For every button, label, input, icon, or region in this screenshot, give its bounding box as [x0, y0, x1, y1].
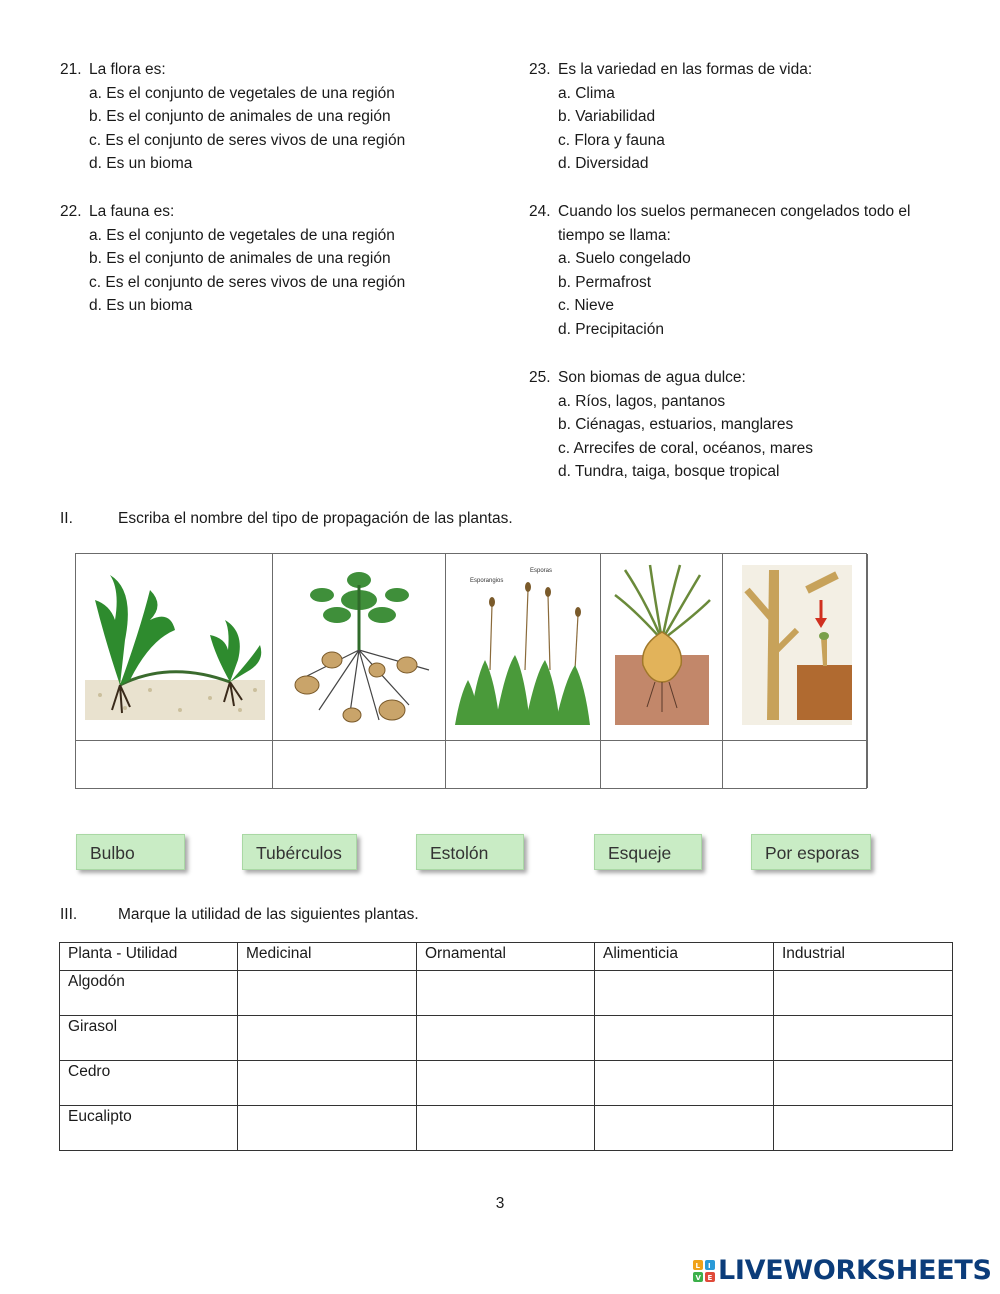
page-number: 3	[495, 1195, 505, 1212]
section-title: Marque la utilidad de las siguientes plantas.	[118, 906, 419, 923]
option[interactable]: b. Es el conjunto de animales de una región	[89, 108, 391, 126]
image-cell	[76, 554, 273, 788]
svg-text:I: I	[708, 1261, 711, 1270]
moss-label-spores: Esporas	[530, 568, 553, 574]
question-22	[60, 200, 490, 318]
word-chip-esqueje[interactable]: Esqueje	[594, 834, 702, 870]
section-title: Escriba el nombre del tipo de propagación de las plantas.	[118, 510, 513, 527]
checkbox-cell[interactable]	[238, 1061, 417, 1106]
answer-box[interactable]	[446, 742, 600, 788]
plant-name-cell: Eucalipto	[60, 1106, 238, 1151]
checkbox-cell[interactable]	[417, 971, 595, 1016]
potato-tubers-icon	[277, 560, 442, 730]
option[interactable]: a. Es el conjunto de vegetales de una región	[89, 226, 395, 244]
table-header-row	[60, 943, 953, 971]
word-chip-tuberculos[interactable]: Tubérculos	[242, 834, 357, 870]
word-chip-estolon[interactable]: Estolón	[416, 834, 524, 870]
onion-bulb-icon	[605, 560, 719, 730]
cutting-branch-icon	[727, 560, 864, 730]
option[interactable]: c. Es el conjunto de seres vivos de una región	[89, 131, 406, 149]
answer-box[interactable]	[601, 742, 722, 788]
word-chip-por-esporas[interactable]: Por esporas	[751, 834, 871, 870]
question-stem: Son biomas de agua dulce:	[558, 369, 746, 386]
plant-name-cell: Algodón	[60, 971, 238, 1016]
header-cell: Ornamental	[417, 943, 595, 971]
option[interactable]: b. Ciénagas, estuarios, manglares	[558, 416, 794, 434]
question-stem: La flora es:	[89, 61, 166, 78]
section-number: II.	[60, 510, 73, 527]
answer-box[interactable]	[723, 742, 867, 788]
checkbox-cell[interactable]	[595, 1106, 774, 1151]
option[interactable]: b. Variabilidad	[558, 108, 656, 126]
option[interactable]: a. Es el conjunto de vegetales de una región	[89, 84, 395, 102]
table-row	[60, 971, 953, 1016]
header-cell: Alimenticia	[595, 943, 774, 971]
propagation-image-table	[75, 553, 867, 789]
checkbox-cell[interactable]	[238, 1106, 417, 1151]
checkbox-cell[interactable]	[595, 1061, 774, 1106]
checkbox-cell[interactable]	[595, 971, 774, 1016]
option[interactable]: b. Permafrost	[558, 273, 652, 291]
question-number: 24.	[529, 203, 551, 220]
checkbox-cell[interactable]	[774, 1106, 953, 1151]
checkbox-cell[interactable]	[238, 1016, 417, 1061]
liveworksheets-logo-icon	[693, 1260, 715, 1282]
question-number: 22.	[60, 203, 82, 220]
table-divider	[76, 740, 866, 741]
section-number: III.	[60, 906, 78, 923]
option[interactable]: d. Tundra, taiga, bosque tropical	[558, 463, 780, 481]
svg-text:E: E	[707, 1273, 713, 1282]
plant-name-cell: Cedro	[60, 1061, 238, 1106]
table-row	[60, 1016, 953, 1061]
word-chip-bulbo[interactable]: Bulbo	[76, 834, 185, 870]
checkbox-cell[interactable]	[774, 1061, 953, 1106]
image-cell	[723, 554, 868, 788]
question-number: 25.	[529, 369, 551, 386]
table-row	[60, 1106, 953, 1151]
checkbox-cell[interactable]	[417, 1061, 595, 1106]
header-cell: Industrial	[774, 943, 953, 971]
plant-utility-table	[59, 942, 953, 1151]
question-stem: Cuando los suelos permanecen congelados todo el tiempo se llama:	[558, 203, 911, 244]
question-number: 21.	[60, 61, 82, 78]
answer-box[interactable]	[76, 742, 272, 788]
image-cell	[601, 554, 723, 788]
checkbox-cell[interactable]	[595, 1016, 774, 1061]
header-cell: Medicinal	[238, 943, 417, 971]
checkbox-cell[interactable]	[238, 971, 417, 1016]
option[interactable]: c. Arrecifes de coral, océanos, mares	[558, 439, 814, 457]
question-21	[60, 58, 490, 176]
moss-label-sporangia: Esporangios	[470, 578, 504, 584]
option[interactable]: d. Es un bioma	[89, 297, 193, 315]
checkbox-cell[interactable]	[417, 1016, 595, 1061]
option[interactable]: d. Precipitación	[558, 320, 664, 338]
option[interactable]: a. Clima	[558, 84, 615, 102]
header-cell: Planta - Utilidad	[60, 943, 238, 971]
image-cell	[446, 554, 601, 788]
question-25	[529, 366, 949, 484]
question-24	[529, 200, 949, 342]
moss-spores-icon	[450, 560, 597, 730]
option[interactable]: c. Nieve	[558, 297, 614, 315]
option[interactable]: a. Ríos, lagos, pantanos	[558, 392, 726, 410]
plant-name-cell: Girasol	[60, 1016, 238, 1061]
svg-text:V: V	[695, 1273, 701, 1282]
option[interactable]: b. Es el conjunto de animales de una región	[89, 250, 391, 268]
option[interactable]: d. Es un bioma	[89, 155, 193, 173]
option[interactable]: a. Suelo congelado	[558, 250, 691, 268]
question-number: 23.	[529, 61, 551, 78]
brand-name: LIVEWORKSHEETS	[718, 1255, 992, 1286]
question-23	[529, 58, 949, 176]
svg-text:L: L	[695, 1261, 700, 1270]
option[interactable]: d. Diversidad	[558, 155, 649, 173]
option[interactable]: c. Es el conjunto de seres vivos de una región	[89, 273, 406, 291]
answer-box[interactable]	[273, 742, 445, 788]
checkbox-cell[interactable]	[774, 1016, 953, 1061]
checkbox-cell[interactable]	[774, 971, 953, 1016]
stolon-plant-icon	[80, 560, 270, 730]
question-stem: Es la variedad en las formas de vida:	[558, 61, 813, 78]
checkbox-cell[interactable]	[417, 1106, 595, 1151]
image-cell	[273, 554, 446, 788]
question-stem: La fauna es:	[89, 203, 175, 220]
option[interactable]: c. Flora y fauna	[558, 131, 665, 149]
liveworksheets-brand	[693, 1255, 992, 1286]
table-row	[60, 1061, 953, 1106]
